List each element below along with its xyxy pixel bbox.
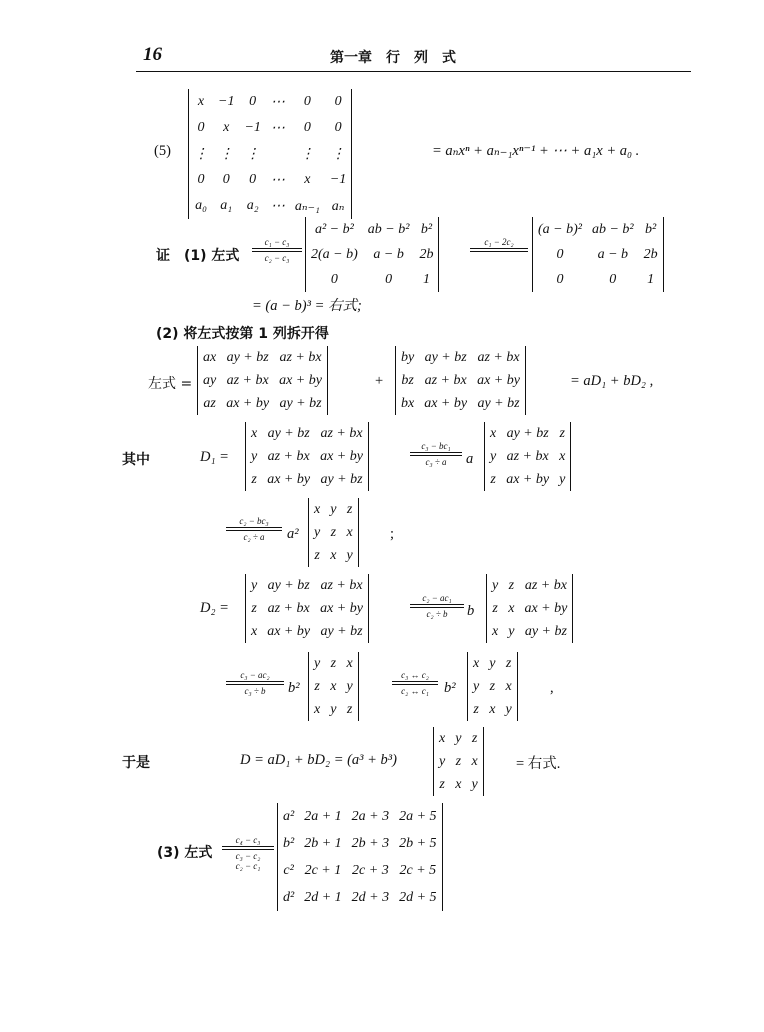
matrix-cell: b² — [420, 221, 433, 237]
matrix-row — [396, 369, 525, 392]
matrix-cell: ay + bz — [320, 471, 363, 487]
proof1-op1-top: c₁ − c₃ — [264, 237, 290, 247]
matrix-cell: aₙ₋₁ — [294, 198, 320, 214]
proof2-result: = aD₁ + bD₂ , — [570, 373, 654, 389]
matrix-cell: 0 — [249, 94, 257, 109]
matrix-cell: ax + by — [267, 623, 311, 639]
proof1-op1-bottom: c₂ − c₃ — [264, 253, 290, 263]
matrix-cell: ay + bz — [267, 425, 310, 441]
matrix-cell: ⋯ — [270, 94, 285, 110]
matrix-cell: bz — [401, 372, 414, 388]
matrix-cell: x — [492, 623, 499, 639]
matrix-cell: z — [330, 524, 337, 540]
matrix-cell: 2d + 5 — [399, 889, 437, 905]
matrix-row — [309, 521, 358, 544]
matrix-cell: a₁ — [220, 198, 233, 213]
proof3-det — [277, 803, 443, 911]
matrix-cell: 2b — [643, 246, 658, 262]
matrix-cell: −1 — [218, 94, 235, 109]
d1-op2-top: c₂ − bc₃ — [239, 516, 269, 526]
matrix-cell: x — [346, 655, 353, 671]
matrix-cell: x — [251, 623, 258, 639]
matrix-cell: z — [251, 600, 257, 616]
header-rule — [136, 71, 691, 72]
matrix-cell: 0 — [334, 120, 342, 135]
d1-op1-arrow — [410, 441, 462, 467]
matrix-cell: y — [330, 701, 337, 717]
matrix-cell: y — [251, 448, 258, 464]
matrix-cell: 2c + 1 — [304, 862, 342, 878]
matrix-cell: −1 — [244, 120, 261, 135]
matrix-row — [246, 574, 368, 597]
d2-coef3: b² — [444, 680, 456, 696]
matrix-cell: z — [314, 678, 320, 694]
d1-coef2: a² — [287, 526, 299, 542]
matrix-cell: ⋯ — [270, 172, 285, 188]
matrix-cell: 0 — [385, 271, 393, 287]
matrix-cell: 2b + 3 — [351, 835, 390, 851]
matrix-row — [278, 857, 442, 884]
matrix-cell: z — [489, 678, 496, 694]
matrix-cell: y — [490, 448, 497, 464]
matrix-cell: ax + by — [477, 372, 520, 388]
matrix-cell: ax + by — [320, 600, 363, 616]
matrix-row — [533, 267, 663, 292]
thus-end: = 右式. — [516, 756, 561, 772]
matrix-cell: ab − b² — [591, 221, 634, 237]
proof3-op-arrow — [222, 835, 274, 871]
matrix-cell: y — [455, 730, 462, 746]
matrix-cell: ay + bz — [279, 395, 322, 411]
matrix-cell: y — [559, 471, 566, 487]
matrix-row — [278, 803, 442, 830]
matrix-cell: az + bx — [279, 349, 322, 365]
matrix-row — [189, 115, 351, 141]
matrix-cell: z — [490, 471, 496, 487]
matrix-row — [533, 242, 663, 267]
d1-det2 — [484, 422, 571, 491]
d1-coef1: a — [466, 451, 474, 467]
matrix-cell: b² — [283, 835, 295, 851]
matrix-row — [198, 392, 327, 415]
proof1-det2 — [532, 217, 664, 292]
matrix-cell: z — [492, 600, 498, 616]
matrix-cell: x — [489, 701, 496, 717]
matrix-cell: y — [251, 577, 258, 593]
matrix-cell: 2b + 1 — [304, 835, 342, 851]
matrix-cell: 0 — [197, 172, 205, 187]
matrix-cell: a − b — [597, 246, 629, 262]
matrix-cell: az + bx — [524, 577, 567, 593]
matrix-cell: ax + by — [506, 471, 550, 487]
d2-det1 — [245, 574, 369, 643]
matrix-row — [306, 217, 438, 242]
matrix-row — [434, 773, 483, 796]
d2-op2-top: c₃ − ac₂ — [240, 670, 270, 680]
matrix-cell: x — [330, 547, 337, 563]
matrix-row — [198, 369, 327, 392]
matrix-cell: aₙ — [331, 198, 345, 214]
matrix-row — [396, 346, 525, 369]
matrix-row — [468, 698, 517, 721]
matrix-cell: by — [401, 349, 415, 365]
matrix-row — [487, 574, 572, 597]
thus-det — [433, 727, 484, 796]
matrix-cell: x — [223, 120, 230, 135]
matrix-row — [246, 597, 368, 620]
matrix-cell: ay + bz — [477, 395, 520, 411]
proof1-label: 证 (1) 左式 — [156, 248, 240, 264]
matrix-cell: ax + by — [320, 448, 363, 464]
matrix-cell: a² — [283, 808, 295, 824]
matrix-row — [246, 422, 368, 445]
matrix-cell: 0 — [609, 271, 617, 287]
matrix-cell: az + bx — [267, 600, 310, 616]
matrix-cell: ay + bz — [226, 349, 269, 365]
matrix-cell: x — [314, 701, 321, 717]
matrix-cell: x — [455, 776, 462, 792]
matrix-cell: x — [197, 94, 205, 109]
matrix-row — [246, 468, 368, 491]
proof3-label: (3) 左式 — [157, 845, 213, 861]
matrix-row — [189, 141, 351, 167]
d1-op2-bottom: c₂ ÷ a — [243, 532, 265, 542]
matrix-cell: a − b — [373, 246, 404, 262]
matrix-cell: 2a + 1 — [304, 808, 342, 824]
matrix-row — [485, 468, 570, 491]
matrix-cell: z — [559, 425, 565, 441]
matrix-cell: 0 — [197, 120, 205, 135]
proof1-op2-arrow — [470, 237, 528, 253]
matrix-cell: x — [314, 501, 321, 517]
d1-det1 — [245, 422, 369, 491]
matrix-cell: 0 — [556, 246, 564, 262]
matrix-row — [246, 620, 368, 643]
matrix-cell: x — [559, 448, 566, 464]
matrix-row — [189, 193, 351, 219]
matrix-cell: z — [346, 501, 353, 517]
d1-op1-bottom: c₃ ÷ a — [425, 457, 447, 467]
matrix-cell: ⋮ — [219, 146, 234, 162]
matrix-cell: z — [455, 753, 462, 769]
item5-rhs: = aₙxⁿ + aₙ₋₁xⁿ⁻¹ + ⋯ + a₁x + a₀ . — [432, 143, 640, 159]
item5-determinant — [188, 89, 352, 219]
matrix-cell: x — [471, 753, 478, 769]
matrix-cell: ax + by — [267, 471, 311, 487]
matrix-cell: y — [314, 655, 321, 671]
matrix-cell: 0 — [222, 172, 230, 187]
matrix-cell: y — [314, 524, 321, 540]
matrix-cell: az + bx — [424, 372, 467, 388]
d2-op1-bottom: c₂ ÷ b — [426, 609, 448, 619]
d2-op3-arrow — [392, 670, 438, 696]
d2-coef1: b — [467, 603, 475, 619]
proof2-plus: + — [375, 373, 384, 389]
matrix-cell: ⋮ — [331, 146, 346, 162]
matrix-cell: ax + by — [226, 395, 270, 411]
proof1-result: = (a − b)³ = 右式; — [252, 298, 362, 314]
matrix-row — [189, 89, 351, 115]
d2-det2 — [486, 574, 573, 643]
matrix-cell: ax — [203, 349, 217, 365]
d2-det4 — [467, 652, 518, 721]
matrix-cell: z — [439, 776, 445, 792]
matrix-cell: az — [203, 395, 216, 411]
matrix-row — [434, 727, 483, 750]
matrix-cell: y — [346, 547, 353, 563]
proof1-op2-top: c₁ − 2c₂ — [484, 237, 514, 247]
matrix-cell: ay + bz — [267, 577, 310, 593]
matrix-cell: y — [330, 501, 337, 517]
proof3-op-3: c₂ − c₁ — [235, 861, 261, 871]
proof1-op1-arrow — [252, 237, 302, 263]
proof3-op-2: c₃ − c₂ — [235, 851, 261, 861]
matrix-cell: y — [505, 701, 512, 717]
chapter-title: 第一章 行 列 式 — [330, 50, 456, 66]
matrix-cell: az + bx — [226, 372, 269, 388]
matrix-cell: z — [314, 547, 320, 563]
matrix-cell: y — [346, 678, 353, 694]
matrix-cell: x — [439, 730, 446, 746]
matrix-cell: ay — [203, 372, 217, 388]
matrix-row — [306, 267, 438, 292]
matrix-cell: 0 — [303, 94, 311, 109]
matrix-cell: 2c + 3 — [352, 862, 389, 878]
matrix-row — [198, 346, 327, 369]
d1-op1-top: c₃ − bc₁ — [421, 441, 451, 451]
matrix-row — [306, 242, 438, 267]
matrix-cell: ⋮ — [194, 146, 208, 162]
matrix-cell: y — [489, 655, 496, 671]
matrix-row — [309, 652, 358, 675]
matrix-cell: x — [304, 172, 311, 187]
matrix-cell: y — [492, 577, 499, 593]
where-label: 其中 — [122, 452, 150, 468]
matrix-cell: ⋮ — [245, 146, 260, 162]
matrix-cell: x — [505, 678, 512, 694]
d2-op2-arrow — [226, 670, 284, 696]
matrix-cell: az + bx — [320, 425, 363, 441]
matrix-cell: 0 — [249, 172, 257, 187]
matrix-cell: y — [508, 623, 515, 639]
matrix-cell: z — [251, 471, 257, 487]
matrix-cell: x — [346, 524, 353, 540]
matrix-cell: 2d + 1 — [304, 889, 342, 905]
d1-det3 — [308, 498, 359, 567]
item5-label: (5) — [154, 143, 171, 159]
matrix-row — [485, 445, 570, 468]
matrix-row — [487, 597, 572, 620]
matrix-cell: a² − b² — [314, 221, 354, 237]
thus-label: 于是 — [122, 755, 150, 771]
matrix-cell: 2b + 5 — [399, 835, 437, 851]
d2-op3-bottom: c₂ ↔ c₁ — [401, 686, 429, 696]
matrix-cell — [266, 141, 290, 167]
matrix-cell: 0 — [334, 94, 342, 109]
matrix-cell: d² — [283, 889, 295, 905]
matrix-cell: 1 — [647, 271, 655, 287]
d2-coef2: b² — [288, 680, 300, 696]
matrix-cell: ax + by — [279, 372, 322, 388]
matrix-row — [434, 750, 483, 773]
matrix-cell: 2a + 5 — [399, 808, 437, 824]
proof2-det2 — [395, 346, 526, 415]
matrix-cell: b² — [645, 221, 657, 237]
matrix-row — [468, 652, 517, 675]
d2-op1-top: c₂ − ac₁ — [422, 593, 452, 603]
matrix-cell: z — [346, 701, 353, 717]
page-number: 16 — [143, 44, 162, 65]
matrix-row — [309, 698, 358, 721]
matrix-cell: ay + bz — [424, 349, 467, 365]
d2-op3-top: c₃ ↔ c₂ — [401, 670, 429, 680]
matrix-cell: 2(a − b) — [311, 246, 358, 262]
matrix-cell: az + bx — [506, 448, 549, 464]
matrix-row — [468, 675, 517, 698]
matrix-cell: ax + by — [524, 600, 568, 616]
d1-label: D₁ = — [200, 449, 229, 465]
matrix-cell: x — [251, 425, 258, 441]
matrix-cell: z — [330, 655, 337, 671]
proof2-intro: (2) 将左式按第 1 列拆开得 — [156, 326, 329, 342]
matrix-row — [189, 167, 351, 193]
matrix-cell: ax + by — [424, 395, 468, 411]
matrix-cell: 1 — [422, 271, 430, 287]
matrix-cell: x — [330, 678, 337, 694]
matrix-cell: 0 — [303, 120, 311, 135]
matrix-cell: ay + bz — [506, 425, 549, 441]
matrix-cell: ay + bz — [524, 623, 567, 639]
matrix-cell: az + bx — [320, 577, 363, 593]
matrix-row — [309, 498, 358, 521]
matrix-cell: z — [508, 577, 515, 593]
d2-end: , — [550, 680, 554, 696]
matrix-cell: ⋯ — [270, 198, 285, 214]
matrix-cell: bx — [401, 395, 415, 411]
matrix-row — [246, 445, 368, 468]
matrix-cell: z — [473, 701, 479, 717]
d2-det3 — [308, 652, 359, 721]
matrix-cell: y — [439, 753, 446, 769]
matrix-cell: a₂ — [246, 198, 259, 213]
matrix-cell: az + bx — [477, 349, 520, 365]
d2-label: D₂ = — [200, 600, 229, 616]
matrix-row — [533, 217, 663, 242]
matrix-cell: ⋮ — [300, 146, 315, 162]
matrix-cell: az + bx — [267, 448, 310, 464]
matrix-cell: ab − b² — [367, 221, 410, 237]
matrix-cell: a₀ — [195, 198, 207, 213]
proof2-det1 — [197, 346, 328, 415]
matrix-cell: 0 — [556, 271, 564, 287]
proof3-op-1: c₄ − c₃ — [235, 835, 261, 845]
matrix-cell: ay + bz — [320, 623, 363, 639]
matrix-cell: 0 — [330, 271, 338, 287]
matrix-row — [309, 544, 358, 567]
matrix-cell: −1 — [329, 172, 347, 187]
matrix-cell: x — [473, 655, 480, 671]
matrix-cell: 2d + 3 — [351, 889, 390, 905]
matrix-cell: 2c + 5 — [399, 862, 437, 878]
matrix-row — [278, 830, 442, 857]
matrix-cell: c² — [283, 862, 294, 878]
matrix-cell: z — [505, 655, 512, 671]
matrix-cell: x — [490, 425, 497, 441]
matrix-cell: ⋯ — [270, 120, 285, 136]
matrix-row — [396, 392, 525, 415]
d1-end: ; — [390, 526, 395, 542]
thus-expr: D = aD₁ + bD₂ = (a³ + b³) — [240, 752, 397, 768]
matrix-cell: 2b — [419, 246, 434, 262]
matrix-row — [487, 620, 572, 643]
d1-op2-arrow — [226, 516, 282, 542]
matrix-cell: y — [471, 776, 478, 792]
proof1-det1 — [305, 217, 439, 292]
proof2-lhs-label: 左式 = — [148, 376, 193, 392]
d2-op1-arrow — [410, 593, 464, 619]
matrix-cell: z — [471, 730, 478, 746]
matrix-cell: x — [508, 600, 515, 616]
matrix-cell: 2a + 3 — [351, 808, 390, 824]
matrix-row — [309, 675, 358, 698]
d2-op2-bottom: c₃ ÷ b — [244, 686, 266, 696]
matrix-cell: (a − b)² — [538, 221, 582, 237]
matrix-row — [278, 884, 442, 911]
matrix-cell: y — [473, 678, 480, 694]
matrix-row — [485, 422, 570, 445]
